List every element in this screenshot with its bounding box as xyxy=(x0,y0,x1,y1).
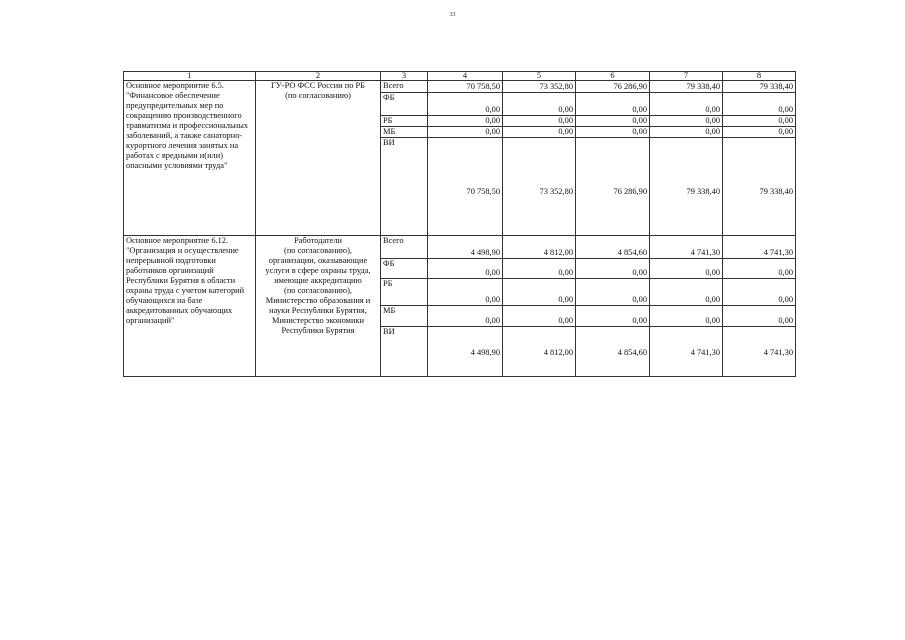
value-cell: 0,00 xyxy=(576,116,650,127)
value-cell: 0,00 xyxy=(576,259,650,279)
value-cell: 70 758,50 xyxy=(428,138,503,236)
value-cell: 0,00 xyxy=(428,116,503,127)
funding-table xyxy=(123,71,796,377)
value-cell: 79 338,40 xyxy=(650,81,723,93)
value-cell: 0,00 xyxy=(576,279,650,306)
column-number-cell: 1 xyxy=(124,72,256,81)
value-cell: 0,00 xyxy=(428,127,503,138)
source-cell: ВИ xyxy=(381,327,428,377)
value-cell: 70 758,50 xyxy=(428,81,503,93)
value-cell: 0,00 xyxy=(650,279,723,306)
value-cell: 4 854,60 xyxy=(576,236,650,259)
value-cell: 0,00 xyxy=(723,306,796,327)
source-cell: МБ xyxy=(381,127,428,138)
value-cell: 0,00 xyxy=(650,116,723,127)
value-cell: 0,00 xyxy=(723,279,796,306)
column-number-cell: 3 xyxy=(381,72,428,81)
source-cell: РБ xyxy=(381,279,428,306)
value-cell: 4 741,30 xyxy=(650,236,723,259)
column-number-cell: 2 xyxy=(256,72,381,81)
column-number-cell: 7 xyxy=(650,72,723,81)
page-number: 33 xyxy=(449,12,456,18)
source-cell: РБ xyxy=(381,116,428,127)
value-cell: 4 854,60 xyxy=(576,327,650,377)
value-cell: 0,00 xyxy=(650,259,723,279)
value-cell: 0,00 xyxy=(503,259,576,279)
value-cell: 73 352,80 xyxy=(503,138,576,236)
value-cell: 79 338,40 xyxy=(723,81,796,93)
value-cell: 0,00 xyxy=(650,93,723,116)
value-cell: 4 741,30 xyxy=(650,327,723,377)
value-cell: 0,00 xyxy=(576,93,650,116)
value-cell: 73 352,80 xyxy=(503,81,576,93)
value-cell: 4 741,30 xyxy=(723,327,796,377)
activity-cell: Основное мероприятие 6.5. "Финансовое обеспечение предупредительных мер по сокращению производственного травматизма и профессиональных заболеваний, а также санаторно-курортного лечения занятых на работах с вредными и(или) опасными условиями труда" xyxy=(124,81,256,236)
value-cell: 0,00 xyxy=(428,259,503,279)
value-cell: 0,00 xyxy=(723,116,796,127)
value-cell: 0,00 xyxy=(503,306,576,327)
value-cell: 4 498,90 xyxy=(428,236,503,259)
source-cell: ФБ xyxy=(381,259,428,279)
responsible-cell: Работодатели (по согласованию), организации, оказывающие услуги в сфере охраны труда, имеющие аккредитацию (по согласованию), Министерство образования и науки Республики Бурятия, Министерство экономики Республики Бурятия xyxy=(256,236,381,377)
value-cell: 4 812,00 xyxy=(503,327,576,377)
value-cell: 0,00 xyxy=(576,127,650,138)
column-number-cell: 5 xyxy=(503,72,576,81)
column-number-cell: 6 xyxy=(576,72,650,81)
column-number-cell: 4 xyxy=(428,72,503,81)
value-cell: 0,00 xyxy=(723,93,796,116)
source-cell: Всего xyxy=(381,236,428,259)
value-cell: 0,00 xyxy=(503,127,576,138)
column-number-row xyxy=(124,72,796,81)
value-cell: 0,00 xyxy=(723,259,796,279)
value-cell: 0,00 xyxy=(576,306,650,327)
value-cell: 0,00 xyxy=(650,127,723,138)
value-cell: 0,00 xyxy=(428,93,503,116)
value-cell: 0,00 xyxy=(428,279,503,306)
value-cell: 4 812,00 xyxy=(503,236,576,259)
value-cell: 76 286,90 xyxy=(576,138,650,236)
value-cell: 0,00 xyxy=(503,93,576,116)
source-cell: МБ xyxy=(381,306,428,327)
responsible-cell: ГУ-РО ФСС России по РБ (по согласованию) xyxy=(256,81,381,236)
value-cell: 4 498,90 xyxy=(428,327,503,377)
value-cell: 0,00 xyxy=(503,116,576,127)
table-row xyxy=(124,81,796,93)
column-number-cell: 8 xyxy=(723,72,796,81)
value-cell: 4 741,30 xyxy=(723,236,796,259)
value-cell: 0,00 xyxy=(428,306,503,327)
value-cell: 0,00 xyxy=(723,127,796,138)
value-cell: 0,00 xyxy=(503,279,576,306)
value-cell: 79 338,40 xyxy=(650,138,723,236)
table-row xyxy=(124,236,796,259)
value-cell: 0,00 xyxy=(650,306,723,327)
value-cell: 79 338,40 xyxy=(723,138,796,236)
source-cell: ВИ xyxy=(381,138,428,236)
activity-cell: Основное мероприятие 6.12. "Организация и осуществление непрерывной подготовки работников организаций Республики Бурятия в области охраны труда с учетом категорий обучающихся на базе аккредитованных обучающих организаций" xyxy=(124,236,256,377)
value-cell: 76 286,90 xyxy=(576,81,650,93)
source-cell: Всего xyxy=(381,81,428,93)
source-cell: ФБ xyxy=(381,93,428,116)
